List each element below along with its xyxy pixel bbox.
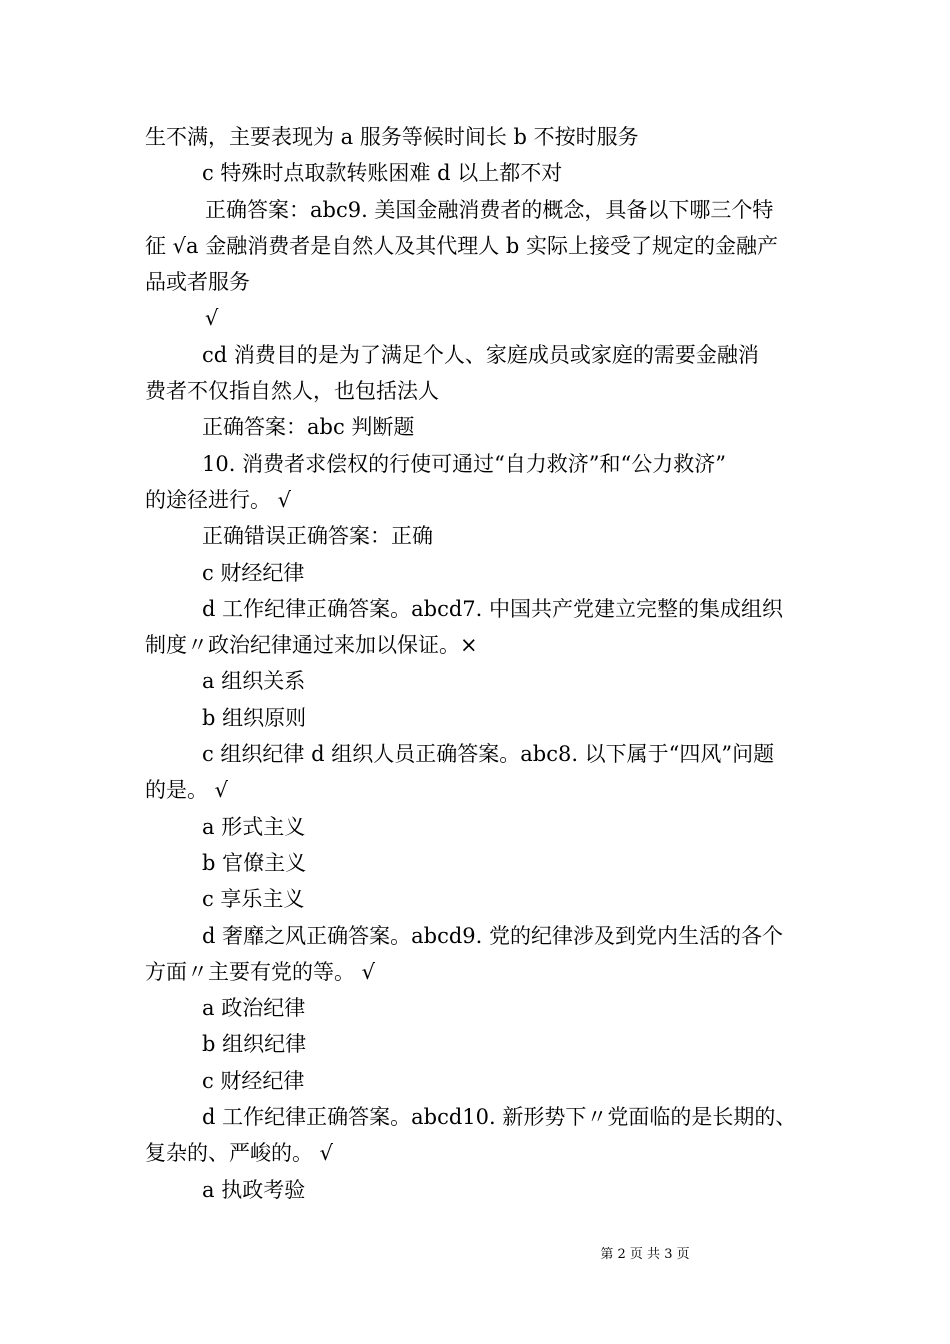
text-line: 生不满，主要表现为 a 服务等候时间长 b 不按时服务 — [145, 125, 639, 149]
page-number-footer: 第 2 页 共 3 页 — [600, 1247, 690, 1262]
text-line: 征 √a 金融消费者是自然人及其代理人 b 实际上接受了规定的金融产 — [145, 233, 779, 258]
text-line: b 组织纪律 — [202, 1032, 307, 1057]
text-line: b 组织原则 — [202, 705, 307, 730]
text-line: 品或者服务 — [145, 270, 250, 295]
text-line: 费者不仅指自然人，也包括法人 — [145, 379, 439, 404]
text-line: d 工作纪律正确答案。abcd7. 中国共产党建立完整的集成组织 — [202, 596, 783, 621]
text-line: c 财经纪律 — [202, 560, 305, 585]
check-mark-line: √ — [205, 306, 219, 331]
text-line: d 奢靡之风正确答案。abcd9. 党的纪律涉及到党内生活的各个 — [202, 923, 783, 948]
text-line: 的是。 √ — [145, 778, 229, 803]
text-line: a 组织关系 — [202, 669, 306, 694]
text-line: c 特殊时点取款转账困难 d 以上都不对 — [202, 161, 563, 186]
text-line: c 享乐主义 — [202, 887, 305, 912]
text-line: 的途径进行。 √ — [145, 487, 292, 512]
document-body — [145, 119, 835, 1208]
text-line: 正确答案：abc9. 美国金融消费者的概念，具备以下哪三个特 — [205, 197, 774, 222]
text-line: 10. 消费者求偿权的行使可通过“自力救济”和“公力救济” — [202, 451, 727, 476]
text-line: b 官僚主义 — [202, 850, 307, 875]
text-line: 复杂的、严峻的。 √ — [145, 1141, 334, 1166]
text-line: c 财经纪律 — [202, 1068, 305, 1093]
text-line: d 工作纪律正确答案。abcd10. 新形势下〃党面临的是长期的、 — [202, 1105, 797, 1130]
text-line: 制度〃政治纪律通过来加以保证。× — [145, 633, 478, 658]
text-line: 正确答案：abc 判断题 — [202, 415, 415, 440]
text-line: 方面〃主要有党的等。 √ — [145, 959, 376, 984]
text-line: cd 消费目的是为了满足个人、家庭成员或家庭的需要金融消 — [202, 342, 759, 367]
text-line: 正确错误正确答案：正确 — [202, 524, 433, 549]
text-line: c 组织纪律 d 组织人员正确答案。abc8. 以下属于“四风”问题 — [202, 742, 775, 767]
text-line: a 执政考验 — [202, 1177, 306, 1202]
text-line: a 政治纪律 — [202, 996, 306, 1021]
text-line: a 形式主义 — [202, 814, 306, 839]
